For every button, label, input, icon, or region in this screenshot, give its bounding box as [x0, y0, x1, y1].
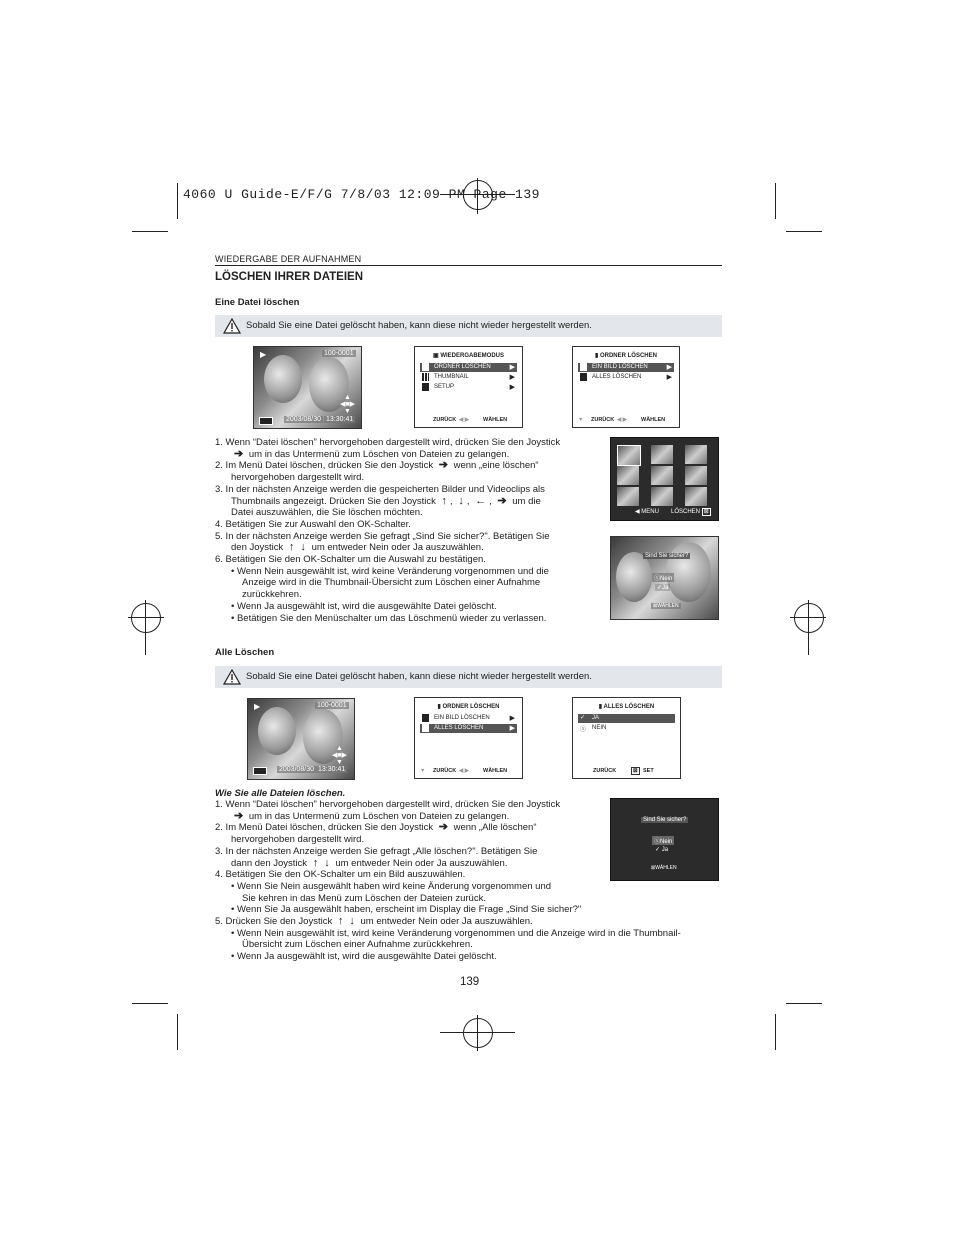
crop-mark	[775, 1014, 776, 1050]
warning-box	[215, 666, 722, 688]
arrow-down-icon: ▼	[420, 768, 426, 774]
crop-mark	[177, 1014, 178, 1050]
ok-icon: ⊠	[651, 865, 656, 871]
ok-icon: ⊠	[703, 509, 709, 515]
menu-title: ▮ ORDNER LÖSCHEN	[437, 704, 500, 710]
play-icon: ▶	[254, 702, 261, 711]
arrow-right-icon: ▶	[666, 364, 672, 371]
nav-arrows-icon: ◀ ▶	[617, 417, 627, 423]
step-line: Thumbnails angezeigt. Drücken Sie den Joystick ↑ , ↓ , ← , ➔ um die	[231, 494, 541, 507]
trash-all-icon	[580, 373, 587, 381]
confirm-yes[interactable]: ✓Ja	[657, 585, 669, 591]
cancel-icon: ⓧ	[654, 576, 661, 582]
check-icon: ✓	[657, 585, 663, 591]
step-line: • Wenn Sie Nein ausgewählt haben wird keine Änderung vorgenommen und	[231, 880, 552, 892]
thumb-footer: ◀ MENU	[635, 509, 659, 515]
step-line: 3. In der nächsten Anzeige werden Sie gefragt „Alle löschen?". Betätigen Sie	[215, 845, 538, 857]
arrow-down-icon: ↓	[324, 856, 330, 869]
step-line: zurückkehren.	[242, 589, 302, 601]
confirm-question: Sind Sie sicher?	[643, 817, 687, 823]
nav-arrows-icon: ◀ ▶	[459, 417, 469, 423]
confirm-no[interactable]: ⓧNein	[652, 836, 674, 845]
registration-circle	[463, 1018, 493, 1048]
step-line: • Wenn Ja ausgewählt ist, wird die ausgewählte Datei gelöscht.	[231, 951, 497, 963]
select-label: WÄHLEN	[641, 417, 666, 423]
divider	[215, 265, 722, 266]
battery-icon	[253, 767, 267, 775]
confirm-select: ⊠WÄHLEN	[651, 865, 677, 871]
step-line: • Wenn Sie Ja ausgewählt haben, erscheint im Display die Frage „Sind Sie sicher?"	[231, 904, 582, 916]
arrow-left-icon: ◀	[635, 509, 642, 515]
back-label: ZURÜCK	[433, 768, 457, 774]
crop-mark	[132, 231, 168, 232]
arrow-right-icon: ▶	[509, 374, 515, 381]
steps-list-one	[215, 437, 560, 624]
warning-icon	[223, 669, 241, 685]
arrow-up-icon: ↑	[441, 494, 448, 507]
arrow-right-icon: ▶	[509, 364, 515, 371]
crop-mark	[786, 1003, 822, 1004]
arrow-up-icon: ↑	[288, 541, 295, 554]
arrow-right-icon: ➔	[438, 459, 448, 472]
step-line: hervorgehoben dargestellt wird.	[231, 834, 365, 846]
confirm-no[interactable]: ⓧNein	[652, 573, 674, 582]
joystick-icon: ▲ ◀■▶ ▼	[332, 745, 347, 766]
ok-icon: ⊠	[653, 603, 658, 609]
thumb-delete-label: LÖSCHEN ⊠	[671, 509, 709, 515]
step-line: Anzeige wird in die Thumbnail-Übersicht zum Löschen einer Aufnahme	[242, 577, 541, 589]
delete-folder-menu-screen	[572, 346, 680, 428]
crop-mark	[775, 183, 776, 219]
arrow-right-icon: ➔	[234, 809, 244, 822]
menu-title: ▣ WIEDERGABEMODUS	[432, 353, 504, 359]
arrow-right-icon: ➔	[438, 821, 448, 834]
warning-box	[215, 315, 722, 337]
photo-time: 13:30:41	[318, 766, 346, 773]
print-header: 4060 U Guide-E/F/G 7/8/03 12:09 PM Page 139	[183, 187, 540, 202]
thumbnail[interactable]	[685, 445, 707, 464]
arrow-down-icon: ↓	[349, 915, 355, 928]
trash-icon: ▮	[595, 353, 600, 359]
warning-icon	[223, 318, 241, 334]
instructions-heading: Wie Sie alle Dateien löschen.	[215, 788, 346, 799]
step-line: 4. Betätigen Sie den OK-Schalter um ein Bild auszuwählen.	[215, 869, 466, 881]
step-line: dann den Joystick ↑ ↓ um entweder Nein oder Ja auszuwählen.	[231, 856, 508, 869]
nav-arrows-icon: ◀ ▶	[459, 768, 469, 774]
arrow-right-icon: ▶	[509, 725, 515, 732]
subheading-two: Alle Löschen	[215, 647, 275, 658]
back-label: ZURÜCK	[593, 768, 617, 774]
thumbnail[interactable]	[617, 487, 639, 506]
confirm-select: ⊠WÄHLEN	[653, 603, 679, 609]
step-line: Sie kehren in das Menü zum Löschen der Dateien zurück.	[242, 892, 486, 904]
playback-photo	[247, 698, 355, 780]
confirm-delete-all-screen	[610, 798, 719, 881]
menu-item-alles-loeschen[interactable]: ALLES LÖSCHEN ▶	[420, 724, 517, 733]
crop-mark	[132, 1003, 168, 1004]
step-line: 5. In der nächsten Anzeige werden Sie gefragt „Sind Sie sicher?". Betätigen Sie	[215, 530, 550, 542]
arrow-down-icon: ▼	[578, 417, 584, 423]
photo-time: 13:30:41	[326, 416, 354, 423]
thumbnail[interactable]	[651, 487, 673, 506]
trash-all-icon	[422, 724, 429, 732]
grid-icon	[422, 373, 429, 381]
trash-icon	[422, 363, 429, 371]
arrow-right-icon: ▶	[509, 384, 515, 391]
crop-mark	[786, 231, 822, 232]
arrow-down-icon: ↓	[300, 541, 306, 554]
page-title: LÖSCHEN IHRER DATEIEN	[215, 271, 364, 283]
menu-item-setup[interactable]: SETUP ▶	[420, 383, 517, 392]
battery-icon	[259, 417, 273, 425]
step-line: • Wenn Nein ausgewählt ist, wird keine Veränderung vorgenommen und die	[231, 565, 549, 577]
section-label: WIEDERGABE DER AUFNAHMEN	[215, 254, 362, 264]
playback-menu-screen	[414, 346, 523, 428]
step-line: 4. Betätigen Sie zur Auswahl den OK-Schalter.	[215, 518, 411, 530]
menu-item-alles-loeschen[interactable]: ALLES LÖSCHEN ▶	[578, 373, 674, 382]
menu-item-ja[interactable]: ✓ JA	[578, 714, 675, 723]
warning-text: Sobald Sie eine Datei gelöscht haben, kann diese nicht wieder hergestellt werden.	[246, 671, 592, 682]
play-icon: ▣	[432, 353, 441, 359]
menu-item-nein[interactable]: ⓧ NEIN	[580, 725, 607, 733]
file-number: 100-0001	[324, 350, 354, 357]
file-number: 100-0001	[317, 702, 347, 709]
step-line: 5. Drücken Sie den Joystick ↑ ↓ um entweder Nein oder Ja auszuwählen.	[215, 915, 533, 928]
thumbnail-screen	[610, 437, 719, 521]
arrow-up-icon: ↑	[337, 915, 344, 928]
menu-item-ordner-loeschen[interactable]: ORDNER LÖSCHEN ▶	[420, 363, 517, 372]
menu-item-ein-bild-loeschen[interactable]: EIN BILD LÖSCHEN ▶	[578, 363, 674, 372]
warning-text: Sobald Sie eine Datei gelöscht haben, kann diese nicht wieder hergestellt werden.	[246, 320, 592, 331]
cancel-icon: ⓧ	[580, 727, 587, 733]
arrow-right-icon: ➔	[497, 494, 507, 507]
step-line: 6. Betätigen Sie den OK-Schalter um die Auswahl zu bestätigen.	[215, 554, 486, 566]
back-label: ZURÜCK	[433, 417, 457, 423]
arrow-left-icon: ←	[475, 494, 487, 507]
thumbnail[interactable]	[651, 466, 673, 485]
step-line: Übersicht zum Löschen einer Aufnahme zurückkehren.	[242, 939, 473, 951]
thumbnail[interactable]	[617, 445, 641, 466]
select-label: WÄHLEN	[483, 768, 508, 774]
step-line: • Betätigen Sie den Menüschalter um das Löschmenü wieder zu verlassen.	[231, 612, 547, 624]
step-line: 1. Wenn “Datei löschen” hervorgehoben dargestellt wird, drücken Sie den Joystick	[215, 799, 561, 810]
step-line: hervorgehoben dargestellt wird.	[231, 472, 365, 484]
menu-title: ▮ ALLES LÖSCHEN	[598, 704, 655, 710]
confirm-yes[interactable]: ✓ Ja	[655, 847, 669, 853]
step-line: den Joystick ↑ ↓ um entweder Nein oder Ja auszuwählen.	[231, 541, 484, 554]
arrow-up-icon: ↑	[312, 856, 319, 869]
crop-mark	[177, 183, 178, 219]
arrow-right-icon: ➔	[234, 447, 244, 460]
back-label: ZURÜCK	[591, 417, 615, 423]
confirm-photo-screen	[610, 536, 719, 620]
check-icon: ✓	[580, 715, 586, 721]
step-line: 2. Im Menü Datei löschen, drücken Sie den Joystick ➔ wenn „Alle löschen“	[215, 821, 537, 834]
subheading-one: Eine Datei löschen	[215, 297, 300, 308]
check-icon: ✓	[655, 847, 662, 853]
trash-icon: ▮	[437, 704, 443, 710]
step-line: ➔ um in das Untermenü zum Löschen von Dateien zu gelangen.	[215, 811, 681, 823]
step-line: • Wenn Ja ausgewählt ist, wird die ausgewählte Datei gelöscht.	[231, 600, 497, 612]
set-label: SET	[643, 768, 654, 774]
delete-folder-menu-screen	[414, 697, 523, 779]
registration-circle	[131, 603, 161, 633]
menu-title: ▮ ORDNER LÖSCHEN	[595, 353, 657, 359]
trash-icon	[580, 363, 587, 371]
thumbnail[interactable]	[685, 466, 707, 485]
step-line: ➔ um in das Untermenü zum Löschen von Dateien zu gelangen.	[215, 449, 560, 461]
photo-date: 2003/08/30	[286, 416, 322, 423]
thumbnail[interactable]	[651, 445, 673, 464]
playback-photo	[253, 346, 362, 429]
step-line: Datei auszuwählen, die Sie löschen möchten.	[231, 507, 423, 519]
arrow-right-icon: ▶	[666, 374, 672, 381]
thumbnail[interactable]	[617, 466, 639, 485]
menu-item-thumbnail[interactable]: THUMBNAIL ▶	[420, 373, 517, 382]
confirm-question: Sind Sie sicher?	[645, 553, 689, 559]
arrow-right-icon: ▶	[509, 715, 515, 722]
photo-date: 2003/08/30	[279, 766, 315, 773]
step-line: • Wenn Nein ausgewählt ist, wird keine Veränderung vorgenommen und die Anzeige wird in die Thumbnail-	[231, 927, 681, 939]
delete-all-menu-screen	[572, 697, 681, 779]
registration-circle	[794, 603, 824, 633]
trash-all-icon: ▮	[598, 704, 604, 710]
arrow-down-icon: ↓	[458, 494, 464, 507]
step-line: 3. In der nächsten Anzeige werden die gespeicherten Bilder und Videoclips als	[215, 483, 545, 495]
trash-icon	[422, 714, 429, 722]
setup-icon	[422, 383, 429, 391]
step-line: 2. Im Menü Datei löschen, drücken Sie den Joystick ➔ wenn „eine löschen“	[215, 459, 539, 472]
select-label: WÄHLEN	[483, 417, 508, 423]
menu-item-ein-bild-loeschen[interactable]: EIN BILD LÖSCHEN ▶	[420, 714, 517, 723]
joystick-icon: ▲ ◀■▶ ▼	[340, 394, 355, 415]
ok-icon: ⊠	[633, 768, 638, 774]
step-line: 1. Wenn “Datei löschen” hervorgehoben dargestellt wird, drücken Sie den Joystick	[215, 437, 561, 448]
cancel-icon: ⓧ	[654, 839, 661, 845]
page-number: 139	[460, 976, 480, 988]
play-icon: ▶	[260, 350, 267, 359]
thumbnail[interactable]	[685, 487, 707, 506]
